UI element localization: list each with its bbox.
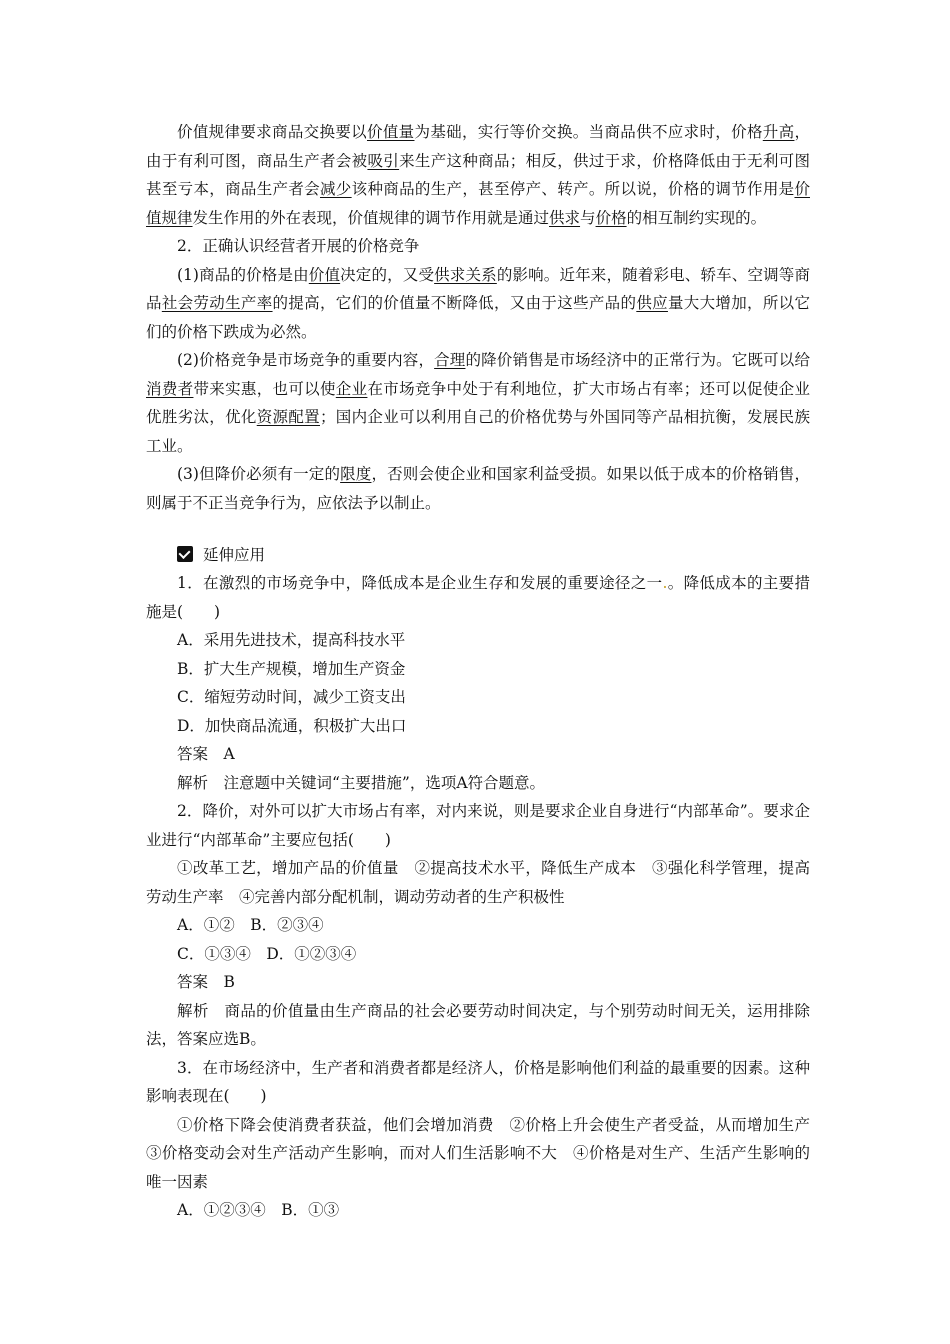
underlined-term: 价格 <box>595 208 627 227</box>
underlined-term: 企业 <box>335 379 368 398</box>
underlined-term: 合理 <box>434 351 466 369</box>
underlined-term: 升高 <box>762 123 795 141</box>
underlined-term: 供应 <box>636 294 668 312</box>
underlined-term: 供求 <box>549 208 581 227</box>
underlined-term: 限度 <box>340 465 372 483</box>
question-1-stem: 1．在激烈的市场竞争中，降低成本是企业生存和发展的重要途径之一.。降低成本的主要措施是( ) <box>146 574 810 621</box>
paragraph-price-law: 价值规律要求商品交换要以价值量为基础，实行等价交换。当商品供不应求时，价格升高，由于有利可图，商品生产者会被吸引来生产这种商品；相反，供过于求，价格降低由于无利可图甚至亏本，商品生产者会减少该种商品的生产，甚至停产、转产。所以说，价格的调节作用是价值规律发生作用的外在表现，价值规律的调节作用就是通过供求与价格的相互制约实现的。 <box>146 123 810 227</box>
underlined-term: 供求关系 <box>434 265 497 284</box>
question-2-options-cd: C．①③④ D．①②③④ <box>177 944 357 963</box>
paragraph-price-limit: (3)但降价必须有一定的限度，否则会使企业和国家利益受损。如果以低于成本的价格销售，则属于不正当竞争行为，应依法予以制止。 <box>146 465 810 512</box>
underlined-term: 价值规律 <box>146 180 810 227</box>
underlined-term: 资源配置 <box>256 408 320 426</box>
paragraph-price-value: (1)商品的价格是由价值决定的，又受供求关系的影响。近年来，随着彩电、轿车、空调等商品社会劳动生产率的提高，它们的价值量不断降低，又由于这些产品的供应量大大增加，所以它们的价格下跌成为必然。 <box>146 265 810 341</box>
question-1-option-d: D．加快商品流通，积极扩大出口 <box>177 716 407 735</box>
document-page <box>146 118 826 1225</box>
question-2-stem: 2．降价，对外可以扩大市场占有率，对内来说，则是要求企业自身进行“内部革命”。要求企业进行“内部革命”主要应包括( ) <box>146 802 810 849</box>
question-2-options-ab: A．①② B．②③④ <box>177 916 324 934</box>
question-2-items: ①改革工艺，增加产品的价值量 ②提高技术水平，降低生产成本 ③强化科学管理，提高劳动生产率 ④完善内部分配机制，调动劳动者的生产积极性 <box>146 859 810 906</box>
question-3-items: ①价格下降会使消费者获益，他们会增加消费 ②价格上升会使生产者受益，从而增加生产 ③价格变动会对生产活动产生影响，而对人们生活影响不大 ④价格是对生产、生活产生影响的唯一因素 <box>146 1115 826 1191</box>
question-2-analysis: 解析 商品的价值量由生产商品的社会必要劳动时间决定，与个别劳动时间无关，运用排除法，答案应选B。 <box>146 1001 810 1048</box>
checkbox-icon <box>177 546 193 562</box>
question-1-option-a: A．采用先进技术，提高科技水平 <box>177 631 406 649</box>
underlined-term: 减少 <box>319 180 352 198</box>
paragraph-price-competition: (2)价格竞争是市场竞争的重要内容，合理的降价销售是市场经济中的正常行为。它既可以给消费者带来实惠，也可以使企业在市场竞争中处于有利地位，扩大市场占有率；还可以促使企业优胜劣汰，优化资源配置；国内企业可以利用自己的价格优势与外国同等产品相抗衡，发展民族工业。 <box>146 351 810 455</box>
section-header <box>146 539 810 569</box>
underlined-term: 社会劳动生产率 <box>161 294 273 312</box>
question-1-answer: 答案 A <box>177 745 235 763</box>
question-3-stem: 3．在市场经济中，生产者和消费者都是经济人，价格是影响他们利益的最重要的因素。这种影响表现在( ) <box>146 1058 810 1105</box>
question-1-analysis: 解析 注意题中关键词“主要措施”，选项A符合题意。 <box>177 773 546 792</box>
question-3-options-ab: A．①②③④ B．①③ <box>177 1201 340 1219</box>
underlined-term: 消费者 <box>146 379 194 398</box>
underlined-term: 价值量 <box>366 123 415 141</box>
underlined-term: 价值 <box>308 265 341 284</box>
heading-price-competition: 2．正确认识经营者开展的价格竞争 <box>177 237 420 255</box>
section-title: 延伸应用 <box>203 546 266 564</box>
question-1-option-c: C．缩短劳动时间，减少工资支出 <box>177 688 406 706</box>
question-1-option-b: B．扩大生产规模，增加生产资金 <box>177 659 406 678</box>
underlined-term: 吸引 <box>367 151 400 170</box>
question-2-answer: 答案 B <box>177 973 235 991</box>
